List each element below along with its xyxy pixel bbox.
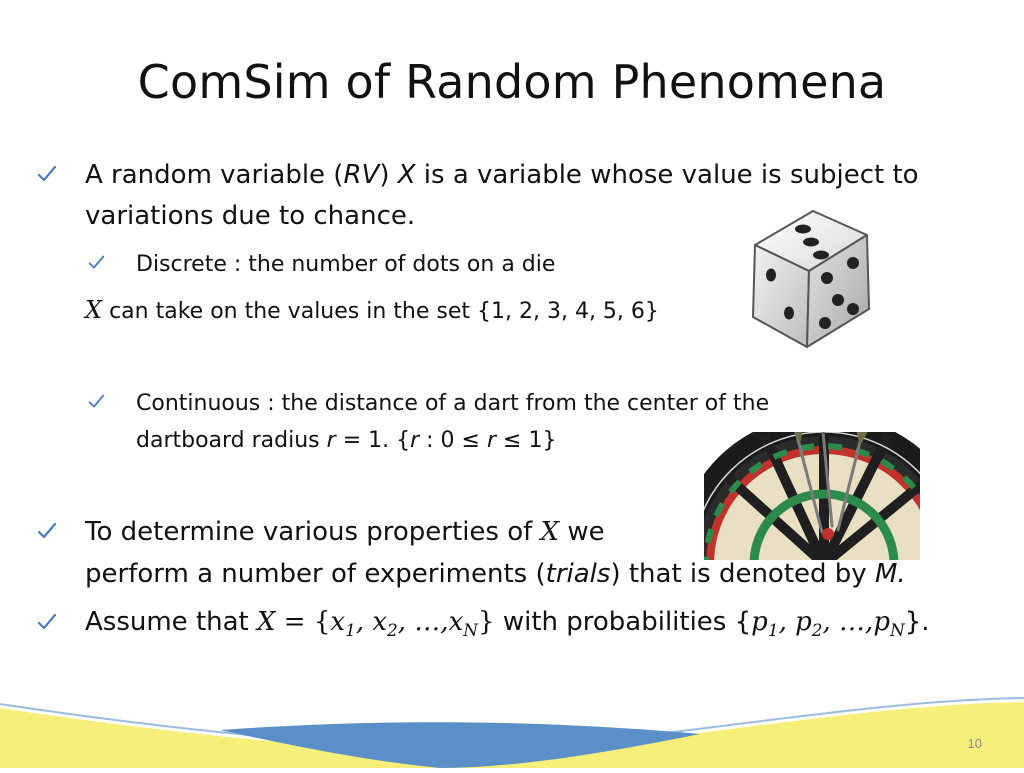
text: To determine various properties of — [85, 517, 541, 547]
sub-bullet-continuous-line-2 — [136, 428, 556, 453]
var-m: M. — [874, 559, 906, 589]
text: , …, — [822, 607, 874, 637]
slide-title: ComSim of Random Phenomena — [137, 55, 887, 109]
discrete-values-line — [85, 296, 659, 324]
var-r: r — [410, 428, 420, 453]
subscript: 1 — [345, 619, 356, 640]
sub-bullet-discrete: Discrete : the number of dots on a die — [136, 252, 556, 277]
subscript: N — [889, 619, 905, 640]
sub-bullet-continuous-line-1: Continuous : the distance of a dart from the center of the — [136, 391, 770, 416]
text: dartboard radius — [136, 428, 327, 453]
var: x — [330, 607, 346, 637]
var: p — [751, 607, 768, 637]
var-x: X — [397, 160, 416, 190]
var-r: r — [326, 428, 336, 453]
checkmark-icon — [37, 612, 57, 632]
var: p — [873, 607, 890, 637]
text: with probabilities { — [494, 607, 752, 637]
trials-word: trials — [545, 559, 611, 589]
checkmark-icon — [88, 393, 105, 410]
subscript: 2 — [811, 619, 823, 640]
text: : 0 ≤ — [419, 428, 487, 453]
text: } — [478, 607, 495, 637]
var: p — [795, 607, 812, 637]
text: A random variable ( — [85, 160, 344, 190]
text: Assume that — [85, 607, 258, 637]
bullet-1-line-2: variations due to chance. — [85, 201, 416, 231]
bullet-1-line-1 — [85, 160, 919, 190]
text: , — [778, 607, 796, 637]
bullet-2-line-2 — [85, 559, 906, 589]
var: x — [372, 607, 388, 637]
text: ) — [379, 160, 398, 190]
var: x — [448, 607, 464, 637]
text: can take on the values in the set {1, 2, 3, 4, 5, 6} — [102, 299, 659, 324]
rv-abbrev: RV — [343, 160, 380, 190]
text: = { — [275, 607, 331, 637]
page-number: 10 — [967, 736, 982, 751]
var-x: X — [85, 296, 103, 324]
text: is a variable whose value is subject to — [415, 160, 919, 190]
dartboard-icon — [704, 414, 920, 560]
text: ) that is denoted by — [610, 559, 875, 589]
die-icon — [745, 205, 875, 353]
var-x: X — [257, 607, 276, 637]
text: ≤ 1} — [496, 428, 557, 453]
text: perform a number of experiments ( — [85, 559, 546, 589]
subscript: N — [463, 619, 479, 640]
bottom-decorative-band — [0, 690, 1024, 768]
text: , — [355, 607, 373, 637]
checkmark-icon — [88, 254, 105, 271]
bullet-3 — [85, 607, 930, 640]
checkmark-icon — [37, 521, 57, 541]
checkmark-icon — [37, 164, 57, 184]
var-x: X — [540, 517, 560, 547]
text: = 1. { — [335, 428, 411, 453]
var-r: r — [486, 428, 497, 453]
text: , …, — [397, 607, 449, 637]
text: }. — [904, 607, 930, 637]
text: we — [559, 517, 605, 547]
subscript: 1 — [767, 619, 779, 640]
bullet-2-line-1 — [85, 517, 605, 547]
subscript: 2 — [387, 619, 398, 640]
